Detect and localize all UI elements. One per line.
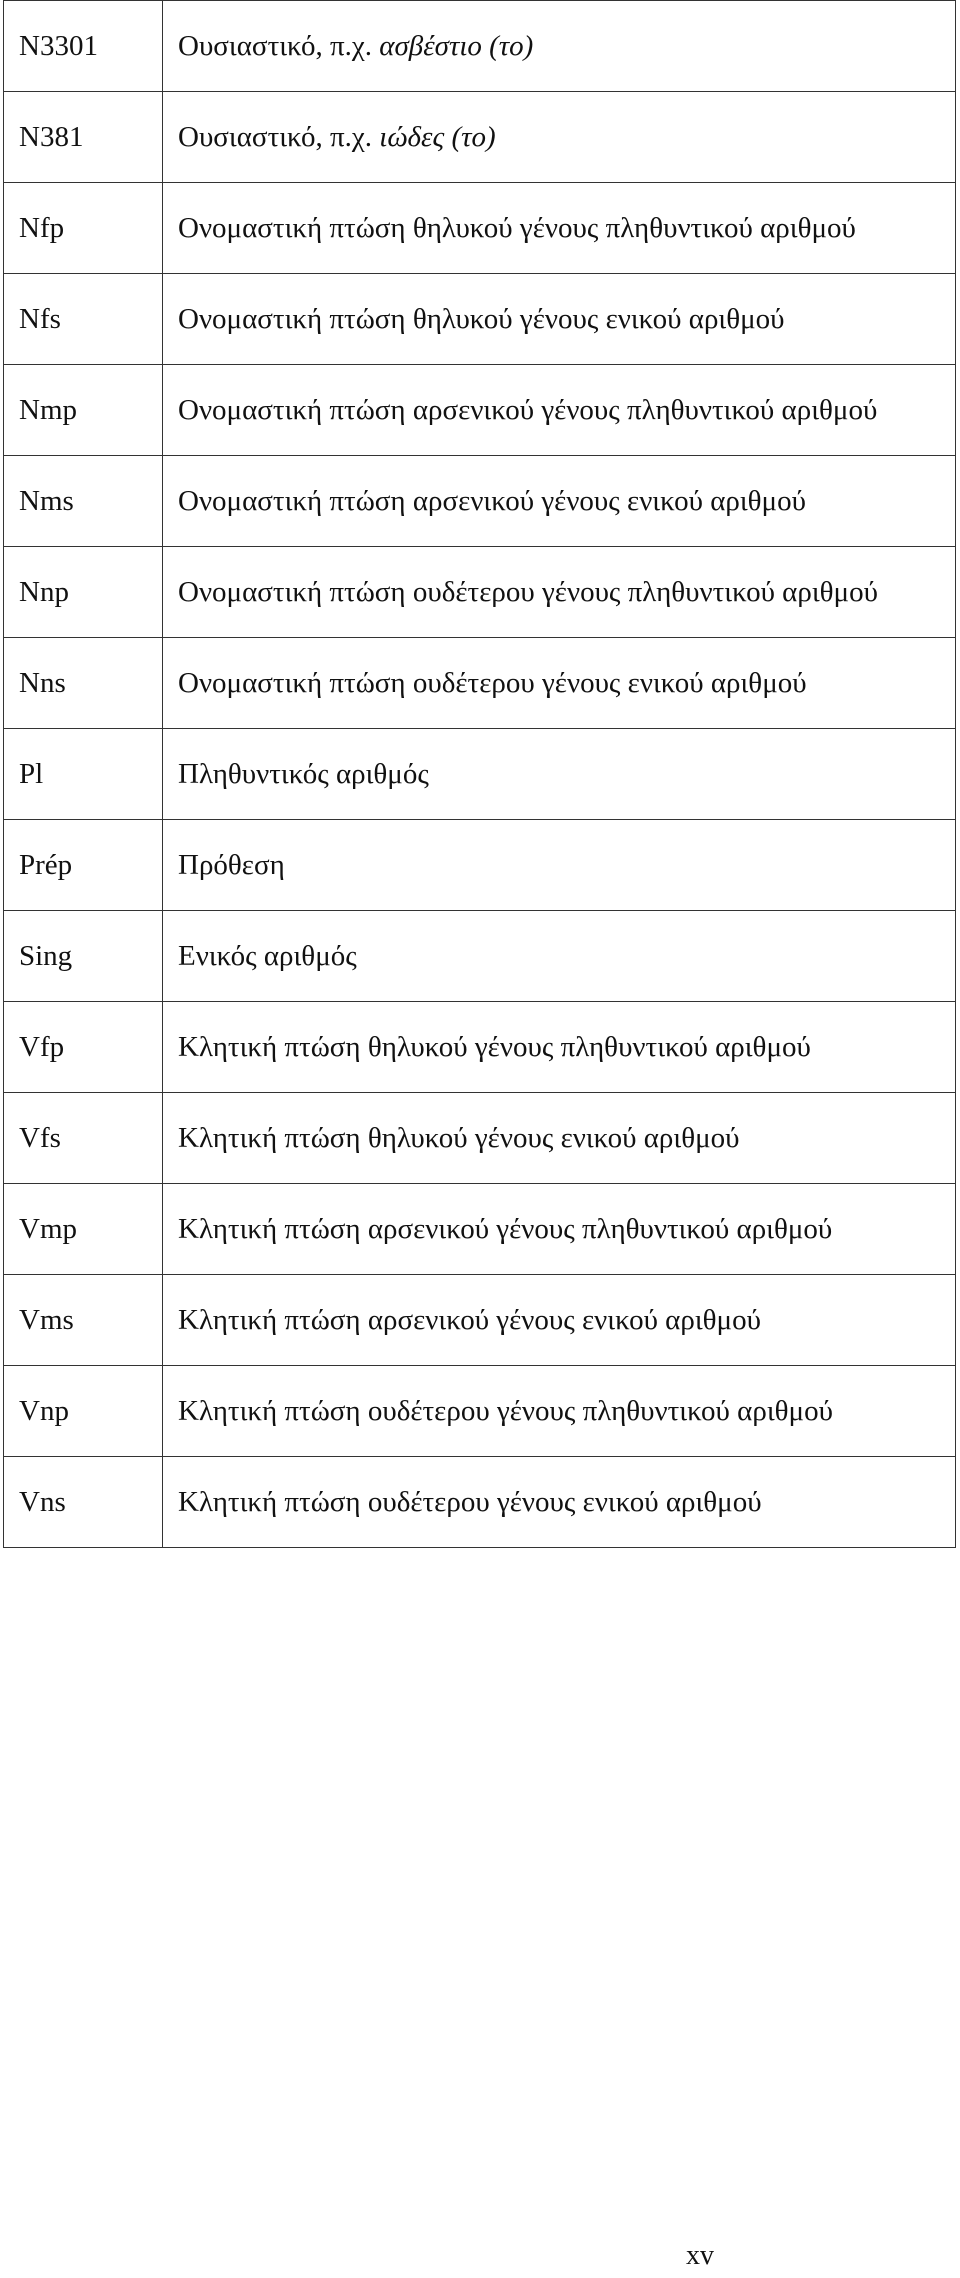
table-row <box>4 1002 956 1093</box>
abbreviation-description <box>163 183 956 274</box>
description-text: Ονομαστική πτώση ουδέτερου γένους ενικού αριθμού <box>178 666 807 699</box>
table-row <box>4 1 956 92</box>
abbreviation-description <box>163 547 956 638</box>
description-text: Ονομαστική πτώση αρσενικού γένους πληθυντικού αριθμού <box>178 393 878 426</box>
abbreviation-code: Nns <box>4 638 163 729</box>
abbreviation-description <box>163 1 956 92</box>
abbreviation-description <box>163 729 956 820</box>
table-row <box>4 1366 956 1457</box>
abbreviations-table-body <box>4 1 956 1548</box>
abbreviation-description <box>163 365 956 456</box>
abbreviation-description <box>163 92 956 183</box>
abbreviations-table <box>3 0 956 1548</box>
abbreviation-code: Vfp <box>4 1002 163 1093</box>
abbreviation-code: Nmp <box>4 365 163 456</box>
table-row <box>4 365 956 456</box>
table-row <box>4 638 956 729</box>
description-text: Ουσιαστικό, π.χ. <box>178 29 380 62</box>
table-row <box>4 1275 956 1366</box>
table-row <box>4 820 956 911</box>
abbreviation-description <box>163 638 956 729</box>
description-text: Κλητική πτώση ουδέτερου γένους πληθυντικού αριθμού <box>178 1394 833 1427</box>
abbreviation-description <box>163 1457 956 1548</box>
description-text: Κλητική πτώση αρσενικού γένους ενικού αριθμού <box>178 1303 761 1336</box>
description-text: Κλητική πτώση θηλυκού γένους πληθυντικού αριθμού <box>178 1030 811 1063</box>
abbreviation-code: Pl <box>4 729 163 820</box>
abbreviation-code: Vms <box>4 1275 163 1366</box>
abbreviation-code: Vns <box>4 1457 163 1548</box>
table-row <box>4 1457 956 1548</box>
page-number: xv <box>686 2240 714 2271</box>
abbreviation-description <box>163 1184 956 1275</box>
table-row <box>4 183 956 274</box>
table-row <box>4 92 956 183</box>
description-text: Κλητική πτώση θηλυκού γένους ενικού αριθμού <box>178 1121 740 1154</box>
abbreviation-description <box>163 911 956 1002</box>
abbreviation-description <box>163 1275 956 1366</box>
description-text: Ονομαστική πτώση θηλυκού γένους πληθυντικού αριθμού <box>178 211 856 244</box>
abbreviation-code: N381 <box>4 92 163 183</box>
abbreviation-code: Vmp <box>4 1184 163 1275</box>
table-row <box>4 456 956 547</box>
table-row <box>4 274 956 365</box>
abbreviation-code: Nfp <box>4 183 163 274</box>
description-text: Ενικός αριθμός <box>178 939 357 972</box>
abbreviation-code: Vnp <box>4 1366 163 1457</box>
description-text: Ονομαστική πτώση ουδέτερου γένους πληθυντικού αριθμού <box>178 575 878 608</box>
abbreviation-code: Nfs <box>4 274 163 365</box>
table-row <box>4 1184 956 1275</box>
abbreviation-code: Nms <box>4 456 163 547</box>
abbreviation-code: Sing <box>4 911 163 1002</box>
description-text: Πληθυντικός αριθμός <box>178 757 429 790</box>
description-text: Κλητική πτώση αρσενικού γένους πληθυντικού αριθμού <box>178 1212 833 1245</box>
table-row <box>4 911 956 1002</box>
table-row <box>4 729 956 820</box>
description-text: Κλητική πτώση ουδέτερου γένους ενικού αριθμού <box>178 1485 762 1518</box>
description-text: Ουσιαστικό, π.χ. <box>178 120 380 153</box>
abbreviation-description <box>163 820 956 911</box>
description-example: ασβέστιο (το) <box>379 29 534 62</box>
description-example: ιώδες (το) <box>379 120 496 153</box>
table-row <box>4 1093 956 1184</box>
abbreviation-description <box>163 1093 956 1184</box>
abbreviation-description <box>163 274 956 365</box>
abbreviation-description <box>163 456 956 547</box>
description-text: Ονομαστική πτώση θηλυκού γένους ενικού αριθμού <box>178 302 785 335</box>
abbreviation-code: N3301 <box>4 1 163 92</box>
abbreviation-code: Prép <box>4 820 163 911</box>
abbreviation-code: Nnp <box>4 547 163 638</box>
description-text: Πρόθεση <box>178 848 285 881</box>
description-text: Ονομαστική πτώση αρσενικού γένους ενικού αριθμού <box>178 484 806 517</box>
table-row <box>4 547 956 638</box>
abbreviation-description <box>163 1366 956 1457</box>
abbreviation-code: Vfs <box>4 1093 163 1184</box>
abbreviation-description <box>163 1002 956 1093</box>
